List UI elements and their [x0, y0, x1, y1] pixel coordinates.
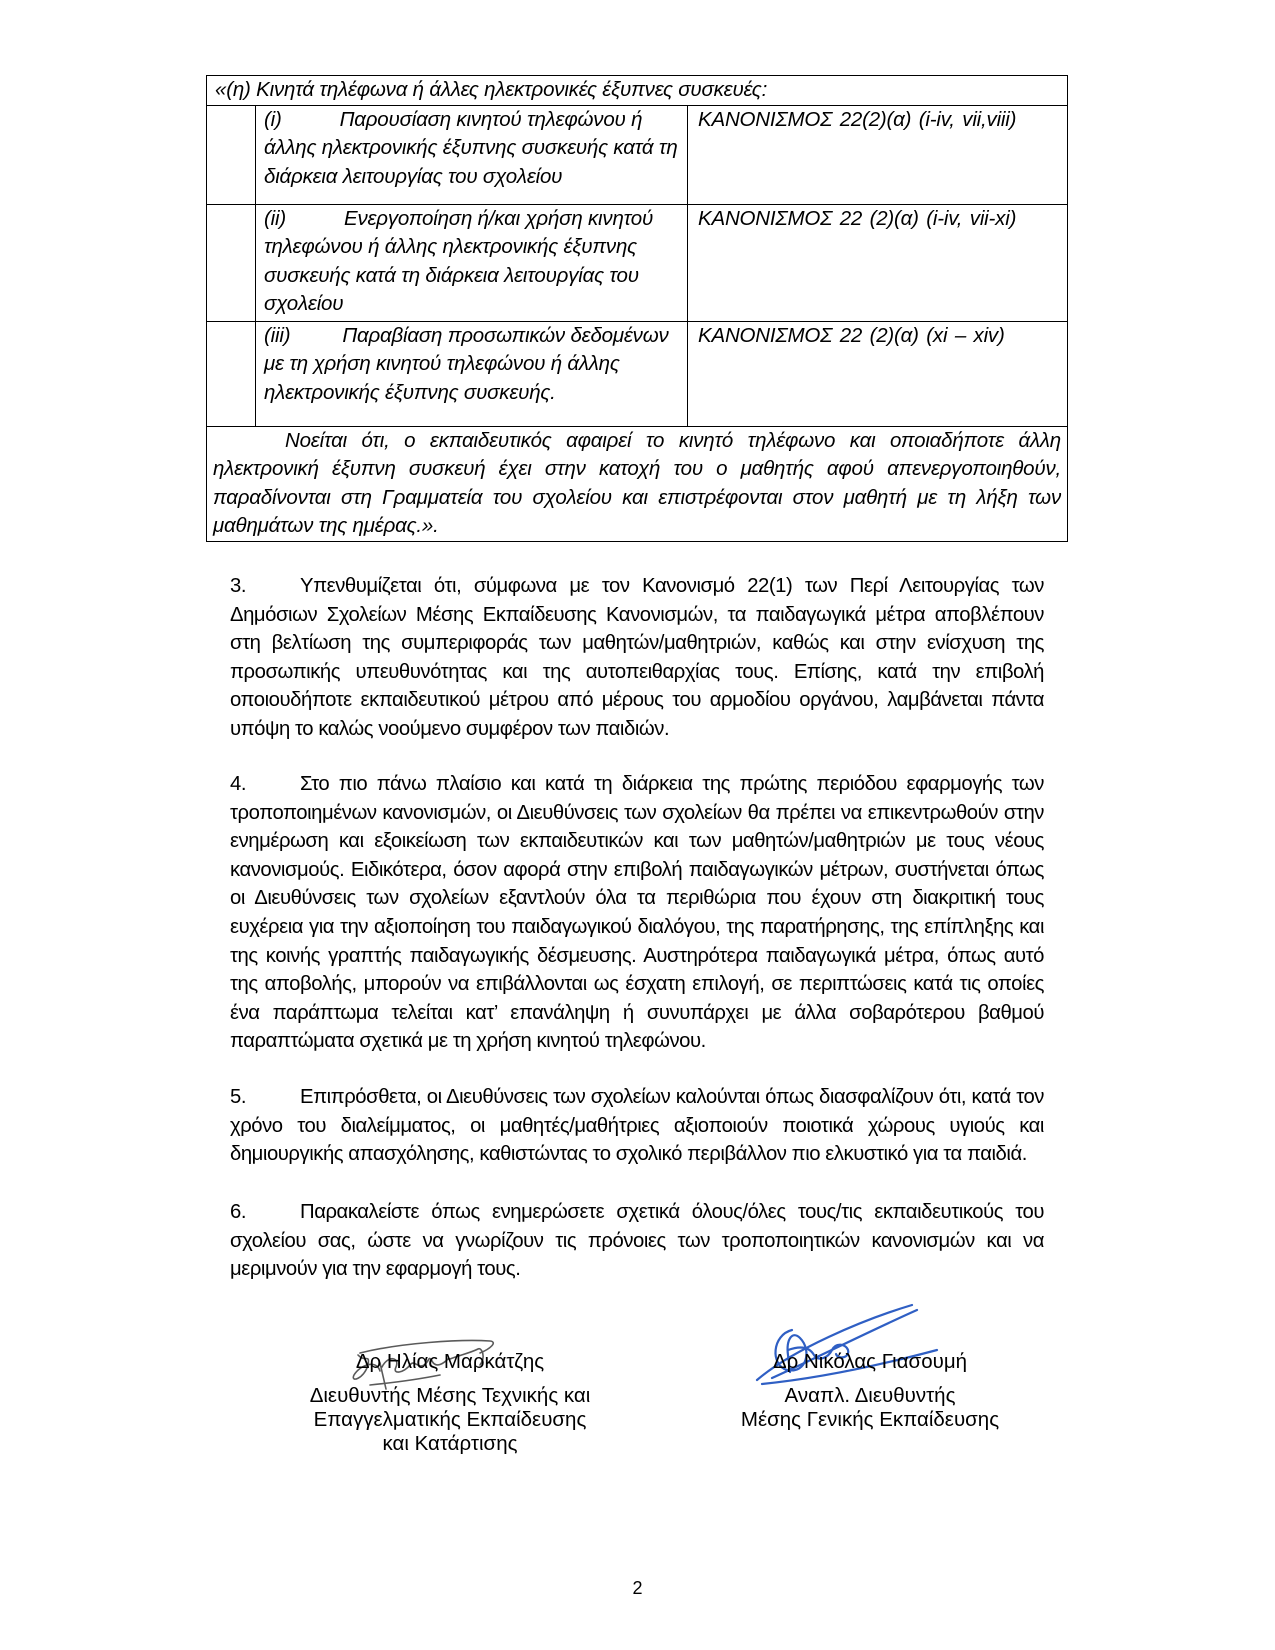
- signatory-title-line: Επαγγελματικής Εκπαίδευσης: [313, 1408, 587, 1431]
- table-indent-cell: [207, 105, 256, 204]
- paragraph-6: [230, 1198, 1044, 1284]
- regulation-reference: ΚΑΝΟΝΙΣΜΟΣ 22 (2)(α) (xi – xiv): [688, 321, 1068, 426]
- offense-description: [256, 105, 688, 204]
- table-header-row: [207, 76, 1068, 106]
- signature-block-right: [660, 1350, 1080, 1432]
- table-row: [207, 204, 1068, 321]
- offense-description: [256, 204, 688, 321]
- mobile-phone-rules-table: [206, 75, 1068, 542]
- paragraph-4: [230, 770, 1044, 1056]
- table-note-text: Νοείται ότι, ο εκπαιδευτικός αφαιρεί το κινητό τηλέφωνο και οποιαδήποτε άλλη ηλεκτρονική έξυπνη συσκευή έχει στην κατοχή του ο μαθητής αφού απενεργοποιηθούν, παραδίνονται στη Γραμματεία του σχολείου και επιστρέφονται στον μαθητή με τη λήξη των μαθημάτων της ημέρας.».: [213, 428, 1061, 537]
- signature-block-left: [250, 1350, 650, 1456]
- table-note-row: [207, 426, 1068, 541]
- signatory-title-line: και Κατάρτισης: [382, 1432, 518, 1455]
- table-row: [207, 321, 1068, 426]
- offense-text: Ενεργοποίηση ή/και χρήση κινητού τηλεφώνου ή άλλης ηλεκτρονικής έξυπνης συσκευής κατά τη διάρκεια λειτουργίας του σχολείου: [264, 206, 654, 315]
- paragraph-text: Παρακαλείστε όπως ενημερώσετε σχετικά όλους/όλες τους/τις εκπαιδευτικούς του σχολείου σας, ώστε να γνωρίζουν τις πρόνοιες των τροποποιητικών κανονισμών και να μεριμνούν για την εφαρμογή τους.: [230, 1201, 1044, 1281]
- signatory-name: Δρ Νικόλας Γιασουμή: [772, 1350, 968, 1373]
- table-header: «(η) Κινητά τηλέφωνα ή άλλες ηλεκτρονικές έξυπνες συσκευές:: [207, 76, 1068, 106]
- offense-description: [256, 321, 688, 426]
- paragraph-number: 6.: [230, 1201, 247, 1223]
- paragraph-text: Στο πιο πάνω πλαίσιο και κατά τη διάρκεια της πρώτης περιόδου εφαρμογής των τροποποιημένων κανονισμών, οι Διευθύνσεις των σχολείων θα πρέπει να επικεντρωθούν στην ενημέρωση και εξοικείωση των εκπαιδευτικών και των μαθητών/μαθητριών με τους νέους κανονισμούς. Ειδικότερα, όσον αφορά στην επιβολή παιδαγωγικών μέτρων, συστήνεται όπως οι Διευθύνσεις των σχολείων εξαντλούν όλα τα περιθώρια που έχουν στη διακριτική τους ευχέρεια για την αξιοποίηση του παιδαγωγικού διαλόγου, της παρατήρησης, της επίπληξης και της κοινής γραπτής παιδαγωγικής δέσμευσης. Αυστηρότερα παιδαγωγικά μέτρα, όπως αυτό της αποβολής, μπορούν να επιβάλλονται ως έσχατη επιλογή, σε περιπτώσεις κατά τις οποίες ένα παράπτωμα τελείται κατ’ επανάληψη ή συνυπάρχει με άλλα σοβαρότερου βαθμού παραπτώματα σχετικά με τη χρήση κινητού τηλεφώνου.: [230, 773, 1044, 1053]
- page-number: 2: [632, 1578, 643, 1598]
- offense-number: (ii): [264, 206, 286, 230]
- table-indent-cell: [207, 321, 256, 426]
- offense-number: (iii): [264, 323, 291, 347]
- table-note: [207, 426, 1068, 541]
- paragraph-number: 3.: [230, 575, 247, 597]
- paragraph-3: [230, 572, 1044, 744]
- regulation-reference: ΚΑΝΟΝΙΣΜΟΣ 22(2)(α) (i-iv, vii,viii): [688, 105, 1068, 204]
- signatory-title-line: Διευθυντής Μέσης Τεχνικής και: [309, 1384, 591, 1407]
- signatory-name: Δρ Ηλίας Μαρκάτζης: [355, 1350, 545, 1373]
- table-row: [207, 105, 1068, 204]
- table-indent-cell: [207, 204, 256, 321]
- signatory-title-line: Μέσης Γενικής Εκπαίδευσης: [740, 1408, 1000, 1431]
- paragraph-number: 5.: [230, 1086, 247, 1108]
- offense-text: Παραβίαση προσωπικών δεδομένων με τη χρήση κινητού τηλεφώνου ή άλλης ηλεκτρονικής έξυπνης συσκευής.: [264, 323, 669, 404]
- regulation-reference: ΚΑΝΟΝΙΣΜΟΣ 22 (2)(α) (i-iv, vii-xi): [688, 204, 1068, 321]
- paragraph-text: Επιπρόσθετα, οι Διευθύνσεις των σχολείων καλούνται όπως διασφαλίζουν ότι, κατά τον χρόνο του διαλείμματος, οι μαθητές/μαθήτριες αξιοποιούν ποιοτικά χώρους υγιούς και δημιουργικής απασχόλησης, καθιστώντας το σχολικό περιβάλλον πιο ελκυστικό για τα παιδιά.: [230, 1086, 1044, 1166]
- paragraph-text: Υπενθυμίζεται ότι, σύμφωνα με τον Κανονισμό 22(1) των Περί Λειτουργίας των Δημόσιων Σχολείων Μέσης Εκπαίδευσης Κανονισμών, τα παιδαγωγικά μέτρα αποβλέπουν στη βελτίωση της συμπεριφοράς των μαθητών/μαθητριών, καθώς και στην ενίσχυση της προσωπικής υπευθυνότητας και της αυτοπειθαρχίας τους. Επίσης, κατά την επιβολή οποιουδήποτε εκπαιδευτικού μέτρου από μέρους του αρμοδίου οργάνου, λαμβάνεται πάντα υπόψη το καλώς νοούμενο συμφέρον των παιδιών.: [230, 575, 1044, 740]
- paragraph-5: [230, 1083, 1044, 1169]
- offense-number: (i): [264, 107, 282, 131]
- offense-text: Παρουσίαση κινητού τηλεφώνου ή άλλης ηλεκτρονικής έξυπνης συσκευής κατά τη διάρκεια λειτουργίας του σχολείου: [264, 107, 678, 188]
- signatory-title-line: Αναπλ. Διευθυντής: [784, 1384, 956, 1407]
- paragraph-number: 4.: [230, 773, 247, 795]
